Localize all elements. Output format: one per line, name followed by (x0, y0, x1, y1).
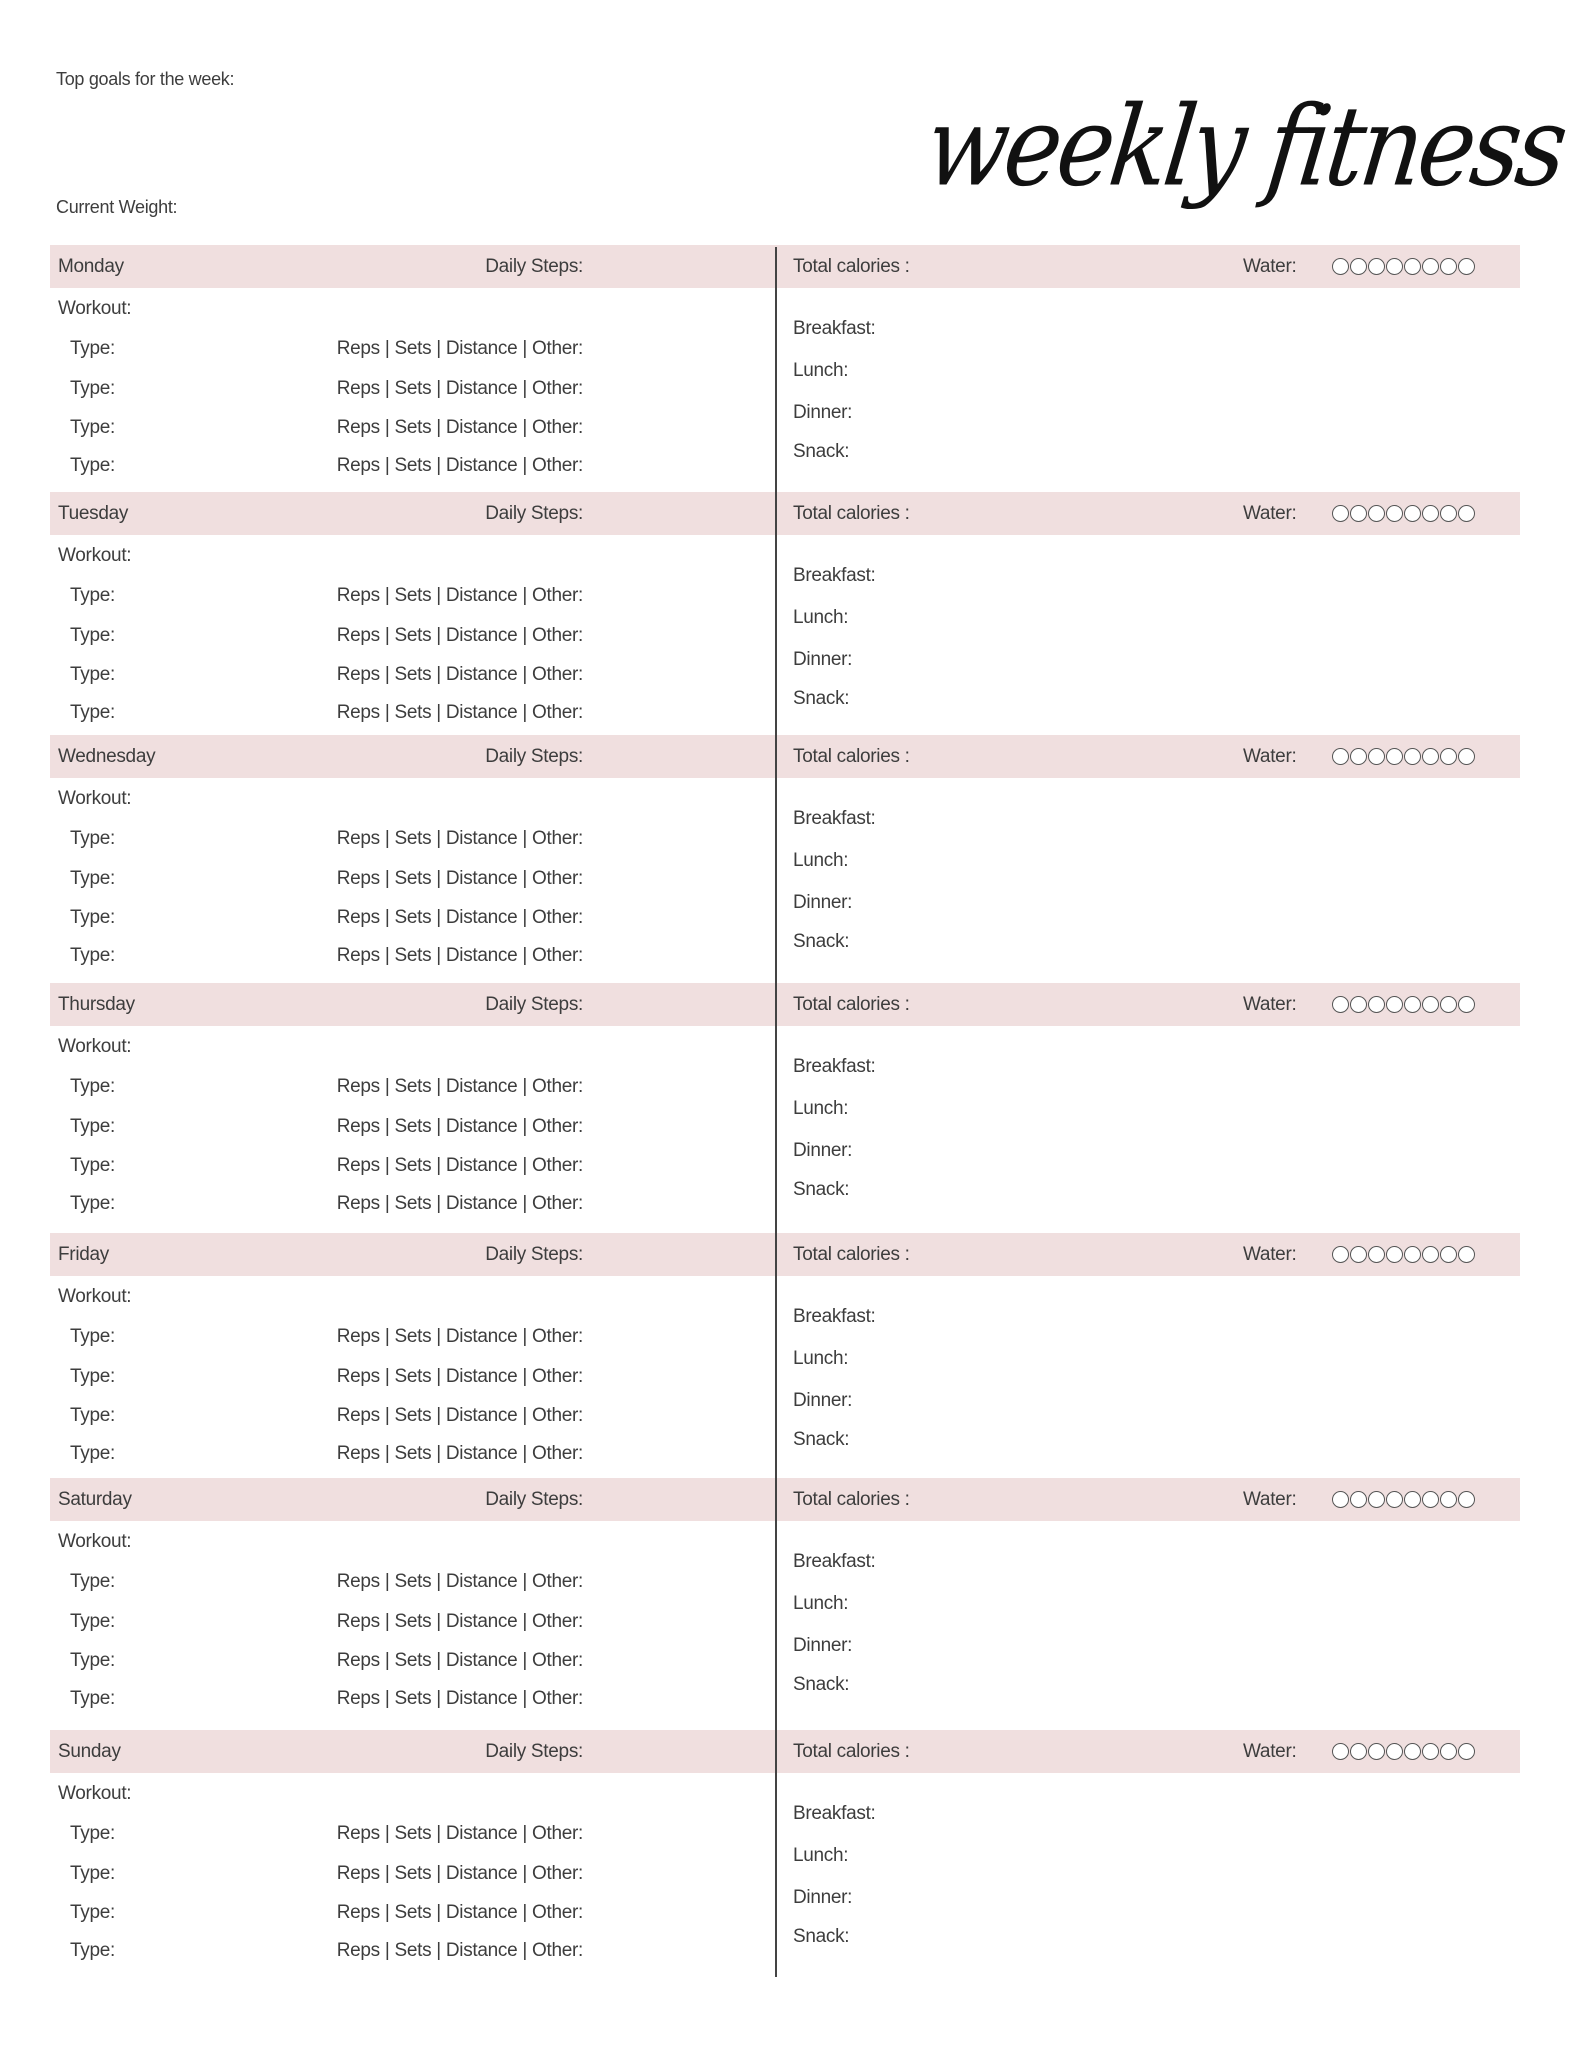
exercise-type-label[interactable]: Type: (70, 585, 115, 606)
workout-label[interactable]: Workout: (58, 545, 132, 566)
day-name: Monday (58, 256, 124, 277)
water-label: Water: (1243, 746, 1297, 767)
water-glass-checkbox[interactable] (1458, 748, 1475, 765)
lunch-label[interactable]: Lunch: (793, 607, 849, 628)
water-glass-checkbox[interactable] (1386, 748, 1403, 765)
snack-label[interactable]: Snack: (793, 931, 850, 952)
exercise-metrics-label[interactable]: Reps | Sets | Distance | Other: (336, 664, 583, 685)
snack-label[interactable]: Snack: (793, 1429, 850, 1450)
exercise-metrics-label[interactable]: Reps | Sets | Distance | Other: (336, 945, 583, 966)
water-glass-checkbox[interactable] (1368, 1491, 1385, 1508)
total-calories-label[interactable]: Total calories : (793, 994, 910, 1015)
day-header-band (50, 245, 1520, 288)
water-glass-checkbox[interactable] (1440, 505, 1457, 522)
workout-label[interactable]: Workout: (58, 1286, 132, 1307)
day-block-wednesday (0, 735, 1588, 982)
exercise-type-label[interactable]: Type: (70, 1863, 115, 1884)
water-glass-checkbox[interactable] (1458, 996, 1475, 1013)
water-glass-checkbox[interactable] (1422, 996, 1439, 1013)
total-calories-label[interactable]: Total calories : (793, 503, 910, 524)
water-glass-checkbox[interactable] (1332, 996, 1349, 1013)
snack-label[interactable]: Snack: (793, 1926, 850, 1947)
column-divider (775, 247, 777, 1977)
snack-label[interactable]: Snack: (793, 441, 850, 462)
exercise-type-label[interactable]: Type: (70, 1116, 115, 1137)
day-name: Saturday (58, 1489, 132, 1510)
daily-steps-label[interactable]: Daily Steps: (485, 746, 583, 767)
total-calories-label[interactable]: Total calories : (793, 746, 910, 767)
water-tracker (1332, 258, 1476, 275)
exercise-metrics-label[interactable]: Reps | Sets | Distance | Other: (336, 1611, 583, 1632)
water-glass-checkbox[interactable] (1368, 1743, 1385, 1760)
water-glass-checkbox[interactable] (1350, 258, 1367, 275)
total-calories-label[interactable]: Total calories : (793, 1489, 910, 1510)
exercise-type-label[interactable]: Type: (70, 455, 115, 476)
dinner-label[interactable]: Dinner: (793, 892, 853, 913)
day-header-band (50, 1478, 1520, 1521)
daily-steps-label[interactable]: Daily Steps: (485, 503, 583, 524)
water-glass-checkbox[interactable] (1440, 748, 1457, 765)
lunch-label[interactable]: Lunch: (793, 1593, 849, 1614)
exercise-metrics-label[interactable]: Reps | Sets | Distance | Other: (336, 1571, 583, 1592)
water-glass-checkbox[interactable] (1404, 1246, 1421, 1263)
water-label: Water: (1243, 1244, 1297, 1265)
exercise-type-label[interactable]: Type: (70, 1155, 115, 1176)
exercise-metrics-label[interactable]: Reps | Sets | Distance | Other: (336, 1902, 583, 1923)
lunch-label[interactable]: Lunch: (793, 360, 849, 381)
workout-label[interactable]: Workout: (58, 788, 132, 809)
workout-label[interactable]: Workout: (58, 1783, 132, 1804)
exercise-metrics-label[interactable]: Reps | Sets | Distance | Other: (336, 868, 583, 889)
day-header-band (50, 492, 1520, 535)
exercise-type-label[interactable]: Type: (70, 338, 115, 359)
dinner-label[interactable]: Dinner: (793, 649, 853, 670)
water-glass-checkbox[interactable] (1368, 996, 1385, 1013)
exercise-type-label[interactable]: Type: (70, 1076, 115, 1097)
breakfast-label[interactable]: Breakfast: (793, 1056, 876, 1077)
day-header-band (50, 983, 1520, 1026)
water-glass-checkbox[interactable] (1440, 258, 1457, 275)
water-glass-checkbox[interactable] (1332, 1491, 1349, 1508)
total-calories-label[interactable]: Total calories : (793, 1741, 910, 1762)
exercise-type-label[interactable]: Type: (70, 1571, 115, 1592)
exercise-type-label[interactable]: Type: (70, 907, 115, 928)
water-glass-checkbox[interactable] (1368, 748, 1385, 765)
day-header-band (50, 735, 1520, 778)
exercise-metrics-label[interactable]: Reps | Sets | Distance | Other: (336, 585, 583, 606)
exercise-metrics-label[interactable]: Reps | Sets | Distance | Other: (336, 1940, 583, 1961)
water-glass-checkbox[interactable] (1350, 1491, 1367, 1508)
water-glass-checkbox[interactable] (1332, 1246, 1349, 1263)
exercise-type-label[interactable]: Type: (70, 868, 115, 889)
exercise-type-label[interactable]: Type: (70, 1326, 115, 1347)
water-label: Water: (1243, 1489, 1297, 1510)
exercise-metrics-label[interactable]: Reps | Sets | Distance | Other: (336, 1443, 583, 1464)
water-glass-checkbox[interactable] (1332, 505, 1349, 522)
exercise-metrics-label[interactable]: Reps | Sets | Distance | Other: (336, 625, 583, 646)
water-glass-checkbox[interactable] (1422, 505, 1439, 522)
lunch-label[interactable]: Lunch: (793, 850, 849, 871)
day-name: Thursday (58, 994, 135, 1015)
dinner-label[interactable]: Dinner: (793, 1887, 853, 1908)
water-tracker (1332, 505, 1476, 522)
water-tracker (1332, 1743, 1476, 1760)
water-label: Water: (1243, 1741, 1297, 1762)
water-glass-checkbox[interactable] (1458, 1491, 1475, 1508)
water-glass-checkbox[interactable] (1332, 1743, 1349, 1760)
water-glass-checkbox[interactable] (1350, 505, 1367, 522)
exercise-metrics-label[interactable]: Reps | Sets | Distance | Other: (336, 1405, 583, 1426)
dinner-label[interactable]: Dinner: (793, 1140, 853, 1161)
day-header-band (50, 1233, 1520, 1276)
day-block-sunday (0, 1730, 1588, 1977)
snack-label[interactable]: Snack: (793, 1179, 850, 1200)
exercise-type-label[interactable]: Type: (70, 625, 115, 646)
daily-steps-label[interactable]: Daily Steps: (485, 1741, 583, 1762)
water-glass-checkbox[interactable] (1404, 748, 1421, 765)
exercise-metrics-label[interactable]: Reps | Sets | Distance | Other: (336, 1076, 583, 1097)
water-glass-checkbox[interactable] (1440, 1743, 1457, 1760)
water-label: Water: (1243, 503, 1297, 524)
water-glass-checkbox[interactable] (1440, 1246, 1457, 1263)
water-glass-checkbox[interactable] (1404, 1491, 1421, 1508)
exercise-metrics-label[interactable]: Reps | Sets | Distance | Other: (336, 1116, 583, 1137)
breakfast-label[interactable]: Breakfast: (793, 1306, 876, 1327)
total-calories-label[interactable]: Total calories : (793, 256, 910, 277)
exercise-metrics-label[interactable]: Reps | Sets | Distance | Other: (336, 1193, 583, 1214)
exercise-type-label[interactable]: Type: (70, 702, 115, 723)
water-glass-checkbox[interactable] (1404, 1743, 1421, 1760)
exercise-metrics-label[interactable]: Reps | Sets | Distance | Other: (336, 1326, 583, 1347)
breakfast-label[interactable]: Breakfast: (793, 808, 876, 829)
daily-steps-label[interactable]: Daily Steps: (485, 1244, 583, 1265)
exercise-metrics-label[interactable]: Reps | Sets | Distance | Other: (336, 1823, 583, 1844)
water-tracker (1332, 996, 1476, 1013)
exercise-type-label[interactable]: Type: (70, 1688, 115, 1709)
water-glass-checkbox[interactable] (1386, 1491, 1403, 1508)
water-glass-checkbox[interactable] (1440, 996, 1457, 1013)
breakfast-label[interactable]: Breakfast: (793, 1551, 876, 1572)
snack-label[interactable]: Snack: (793, 1674, 850, 1695)
lunch-label[interactable]: Lunch: (793, 1098, 849, 1119)
water-glass-checkbox[interactable] (1350, 1246, 1367, 1263)
water-glass-checkbox[interactable] (1404, 258, 1421, 275)
exercise-type-label[interactable]: Type: (70, 1193, 115, 1214)
water-glass-checkbox[interactable] (1386, 505, 1403, 522)
current-weight-label: Current Weight: (56, 197, 178, 217)
exercise-type-label[interactable]: Type: (70, 1940, 115, 1961)
day-block-monday (0, 245, 1588, 492)
exercise-metrics-label[interactable]: Reps | Sets | Distance | Other: (336, 1650, 583, 1671)
top-goals-label: Top goals for the week: (56, 69, 235, 89)
daily-steps-label[interactable]: Daily Steps: (485, 256, 583, 277)
exercise-type-label[interactable]: Type: (70, 945, 115, 966)
exercise-type-label[interactable]: Type: (70, 828, 115, 849)
exercise-type-label[interactable]: Type: (70, 378, 115, 399)
water-glass-checkbox[interactable] (1404, 996, 1421, 1013)
exercise-metrics-label[interactable]: Reps | Sets | Distance | Other: (336, 1863, 583, 1884)
water-glass-checkbox[interactable] (1422, 1246, 1439, 1263)
exercise-type-label[interactable]: Type: (70, 1650, 115, 1671)
day-block-friday (0, 1233, 1588, 1480)
water-glass-checkbox[interactable] (1422, 1743, 1439, 1760)
day-header-band (50, 1730, 1520, 1773)
water-tracker (1332, 748, 1476, 765)
breakfast-label[interactable]: Breakfast: (793, 565, 876, 586)
day-block-saturday (0, 1478, 1588, 1725)
exercise-type-label[interactable]: Type: (70, 1443, 115, 1464)
dinner-label[interactable]: Dinner: (793, 402, 853, 423)
exercise-type-label[interactable]: Type: (70, 1366, 115, 1387)
water-glass-checkbox[interactable] (1386, 996, 1403, 1013)
exercise-type-label[interactable]: Type: (70, 1611, 115, 1632)
water-tracker (1332, 1246, 1476, 1263)
water-glass-checkbox[interactable] (1386, 1743, 1403, 1760)
daily-steps-label[interactable]: Daily Steps: (485, 1489, 583, 1510)
water-glass-checkbox[interactable] (1422, 748, 1439, 765)
water-glass-checkbox[interactable] (1368, 258, 1385, 275)
workout-label[interactable]: Workout: (58, 1036, 132, 1057)
water-label: Water: (1243, 994, 1297, 1015)
water-glass-checkbox[interactable] (1368, 505, 1385, 522)
day-block-thursday (0, 983, 1588, 1230)
water-glass-checkbox[interactable] (1458, 1246, 1475, 1263)
water-glass-checkbox[interactable] (1404, 505, 1421, 522)
daily-steps-label[interactable]: Daily Steps: (485, 994, 583, 1015)
day-name: Friday (58, 1244, 109, 1265)
water-glass-checkbox[interactable] (1458, 258, 1475, 275)
page-title: weekly fitness (919, 82, 1571, 211)
total-calories-label[interactable]: Total calories : (793, 1244, 910, 1265)
water-glass-checkbox[interactable] (1350, 1743, 1367, 1760)
water-glass-checkbox[interactable] (1332, 748, 1349, 765)
water-glass-checkbox[interactable] (1332, 258, 1349, 275)
water-glass-checkbox[interactable] (1440, 1491, 1457, 1508)
day-name: Sunday (58, 1741, 121, 1762)
exercise-metrics-label[interactable]: Reps | Sets | Distance | Other: (336, 338, 583, 359)
exercise-metrics-label[interactable]: Reps | Sets | Distance | Other: (336, 378, 583, 399)
exercise-metrics-label[interactable]: Reps | Sets | Distance | Other: (336, 455, 583, 476)
water-glass-checkbox[interactable] (1458, 505, 1475, 522)
breakfast-label[interactable]: Breakfast: (793, 1803, 876, 1824)
exercise-metrics-label[interactable]: Reps | Sets | Distance | Other: (336, 702, 583, 723)
workout-label[interactable]: Workout: (58, 1531, 132, 1552)
snack-label[interactable]: Snack: (793, 688, 850, 709)
exercise-type-label[interactable]: Type: (70, 1823, 115, 1844)
water-glass-checkbox[interactable] (1368, 1246, 1385, 1263)
water-glass-checkbox[interactable] (1350, 748, 1367, 765)
water-glass-checkbox[interactable] (1386, 1246, 1403, 1263)
water-label: Water: (1243, 256, 1297, 277)
day-name: Wednesday (58, 746, 156, 767)
dinner-label[interactable]: Dinner: (793, 1390, 853, 1411)
exercise-type-label[interactable]: Type: (70, 1902, 115, 1923)
water-glass-checkbox[interactable] (1458, 1743, 1475, 1760)
dinner-label[interactable]: Dinner: (793, 1635, 853, 1656)
lunch-label[interactable]: Lunch: (793, 1348, 849, 1369)
day-name: Tuesday (58, 503, 129, 524)
exercise-metrics-label[interactable]: Reps | Sets | Distance | Other: (336, 1155, 583, 1176)
water-glass-checkbox[interactable] (1422, 1491, 1439, 1508)
exercise-metrics-label[interactable]: Reps | Sets | Distance | Other: (336, 907, 583, 928)
exercise-metrics-label[interactable]: Reps | Sets | Distance | Other: (336, 1366, 583, 1387)
exercise-type-label[interactable]: Type: (70, 1405, 115, 1426)
lunch-label[interactable]: Lunch: (793, 1845, 849, 1866)
water-tracker (1332, 1491, 1476, 1508)
exercise-metrics-label[interactable]: Reps | Sets | Distance | Other: (336, 417, 583, 438)
exercise-type-label[interactable]: Type: (70, 417, 115, 438)
water-glass-checkbox[interactable] (1350, 996, 1367, 1013)
water-glass-checkbox[interactable] (1422, 258, 1439, 275)
day-block-tuesday (0, 492, 1588, 739)
workout-label[interactable]: Workout: (58, 298, 132, 319)
exercise-metrics-label[interactable]: Reps | Sets | Distance | Other: (336, 1688, 583, 1709)
water-glass-checkbox[interactable] (1386, 258, 1403, 275)
breakfast-label[interactable]: Breakfast: (793, 318, 876, 339)
exercise-type-label[interactable]: Type: (70, 664, 115, 685)
exercise-metrics-label[interactable]: Reps | Sets | Distance | Other: (336, 828, 583, 849)
